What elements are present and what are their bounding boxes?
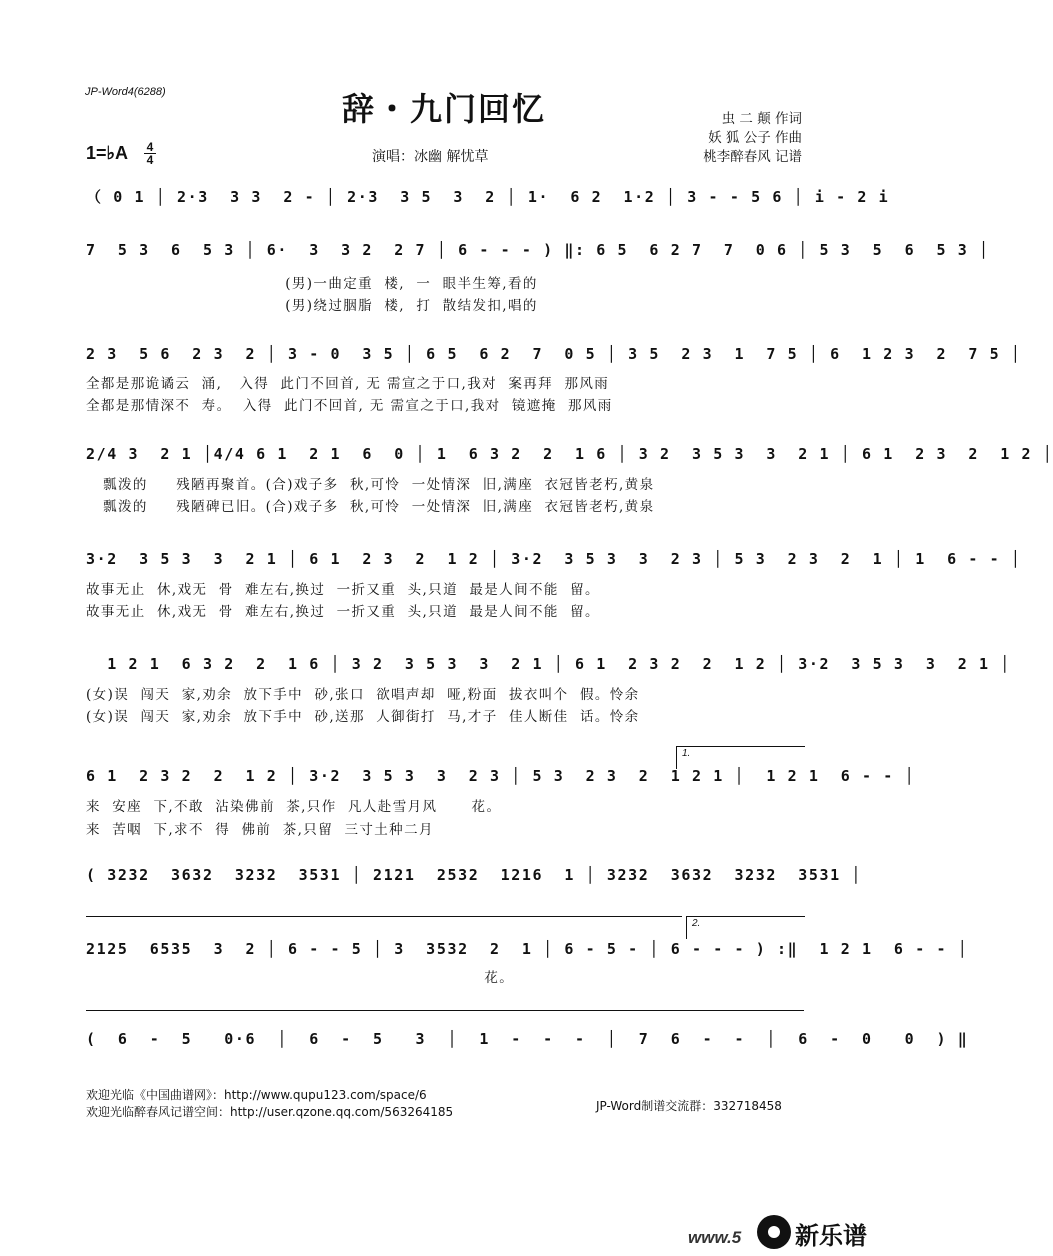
- lyric-line-7b: 来 苦咽 下,求不 得 佛前 茶,只留 三寸土种二月: [86, 822, 434, 838]
- footer-links: [86, 1087, 453, 1121]
- second-ending-label: 2.: [692, 918, 701, 929]
- lyric-line-2a: (男)一曲定重 楼, 一 眼半生筹,看的: [86, 276, 538, 292]
- score-system-2: 7 5 3 6 5 3 │ 6· 3 3 2 2 7 │ 6 - - - ) ‖: 6 5 6 2 7 7 0 6 │ 5 3 5 6 5 3 │: [86, 241, 990, 259]
- watermark-name: 新乐谱: [795, 1222, 867, 1250]
- score-system-5: 3·2 3 5 3 3 2 1 │ 6 1 2 3 2 1 2 │ 3·2 3 5 3 3 2 3 │ 5 3 2 3 2 1 │ 1 6 - - │: [86, 550, 1022, 568]
- staff-rule: [86, 916, 682, 917]
- lyricist-credit: 虫 二 颠 作词: [721, 111, 802, 127]
- footer-link-2: 欢迎光临醉春风记谱空间：http://user.qzone.qq.com/563264185: [86, 1105, 454, 1119]
- lyric-line-6b: (女)误 闯天 家,劝余 放下手中 砂,送那 人御街打 马,才子 佳人断佳 话。怜余: [86, 709, 640, 725]
- time-signature: [143, 141, 157, 166]
- lyric-line-5b: 故事无止 休,戏无 骨 难左右,换过 一折又重 头,只道 最是人间不能 留。: [86, 604, 600, 620]
- second-ending-bracket: [686, 916, 805, 939]
- song-title: 辞・九门回忆: [341, 90, 546, 128]
- key-signature: 1=♭A: [86, 143, 129, 163]
- singers: 演唱：冰幽 解忧草: [372, 149, 489, 165]
- lyric-line-3b: 全都是那情深不 寿。 入得 此门不回首, 无 需宣之于口,我对 镜遮掩 那风雨: [86, 398, 613, 414]
- lyric-line-4b: 瓢泼的 残陋碑已旧。(合)戏子多 秋,可怜 一处情深 旧,满座 衣冠皆老朽,黄泉: [86, 499, 655, 515]
- credits: [703, 110, 802, 167]
- first-ending-bracket: [676, 746, 805, 769]
- lyric-line-6a: (女)误 闯天 家,劝余 放下手中 砂,张口 欲唱声却 哑,粉面 拔衣叫个 假。怜余: [86, 687, 640, 703]
- first-ending-label: 1.: [682, 748, 691, 759]
- lyric-line-4a: 瓢泼的 残陋再聚首。(合)戏子多 秋,可怜 一处情深 旧,满座 衣冠皆老朽,黄泉: [86, 477, 655, 493]
- score-system-3: 2 3 5 6 2 3 2 │ 3 - 0 3 5 │ 6 5 6 2 7 0 5 │ 3 5 2 3 1 7 5 │ 6 1 2 3 2 7 5 │: [86, 345, 1022, 363]
- lyric-line-7a: 来 安座 下,不敢 沾染佛前 茶,只作 凡人赴雪月风 花。: [86, 799, 502, 815]
- meter-top: 4: [146, 140, 154, 154]
- score-system-6: 1 2 1 6 3 2 2 1 6 │ 3 2 3 5 3 3 2 1 │ 6 1 2 3 2 2 1 2 │ 3·2 3 5 3 3 2 1 │: [86, 655, 1011, 673]
- lyric-line-2b: (男)绕过胭脂 楼, 打 散结发扣,唱的: [86, 298, 538, 314]
- watermark-url: www.5: [688, 1228, 742, 1247]
- score-system-4: 2/4 3 2 1 │4/4 6 1 2 1 6 0 │ 1 6 3 2 2 1 6 │ 3 2 3 5 3 3 2 1 │ 6 1 2 3 2 1 2 │: [86, 445, 1053, 463]
- lyric-line-5a: 故事无止 休,戏无 骨 难左右,换过 一折又重 头,只道 最是人间不能 留。: [86, 582, 600, 598]
- score-system-7: 6 1 2 3 2 2 1 2 │ 3·2 3 5 3 3 2 3 │ 5 3 2 3 2 1 2 1 │ 1 2 1 6 - - │: [86, 767, 916, 785]
- composer-credit: 妖 狐 公子 作曲: [708, 130, 802, 146]
- footer-group: JP-Word制谱交流群：332718458: [596, 1099, 782, 1113]
- score-system-1: （ 0 1 │ 2·3 3 3 2 - │ 2·3 3 5 3 2 │ 1· 6 2 1·2 │ 3 - - 5 6 │ i - 2 i: [86, 188, 890, 206]
- staff-rule-2: [86, 1010, 804, 1011]
- score-system-8: ( 3232 3632 3232 3531 │ 2121 2532 1216 1 │ 3232 3632 3232 3531 │: [86, 866, 863, 884]
- lyric-line-9: 花。: [86, 970, 515, 986]
- score-system-10: ( 6 - 5 0·6 │ 6 - 5 3 │ 1 - - - │ 7 6 - - │ 6 - 0 0 ) ‖: [86, 1030, 969, 1048]
- software-label: JP-Word4(6288): [85, 86, 166, 98]
- transcriber-credit: 桃李醉春风 记谱: [703, 149, 802, 165]
- footer-link-1: 欢迎光临《中国曲谱网》：http://www.qupu123.com/space/6: [86, 1088, 427, 1102]
- watermark-logo-icon: [757, 1215, 791, 1249]
- lyric-line-3a: 全都是那诡谲云 涌, 入得 此门不回首, 无 需宣之于口,我对 案再拜 那风雨: [86, 376, 610, 392]
- meter-bottom: 4: [146, 153, 154, 167]
- score-system-9: 2125 6535 3 2 │ 6 - - 5 │ 3 3532 2 1 │ 6 - 5 - │ 6 - - - ) :‖ 1 2 1 6 - - │: [86, 940, 969, 958]
